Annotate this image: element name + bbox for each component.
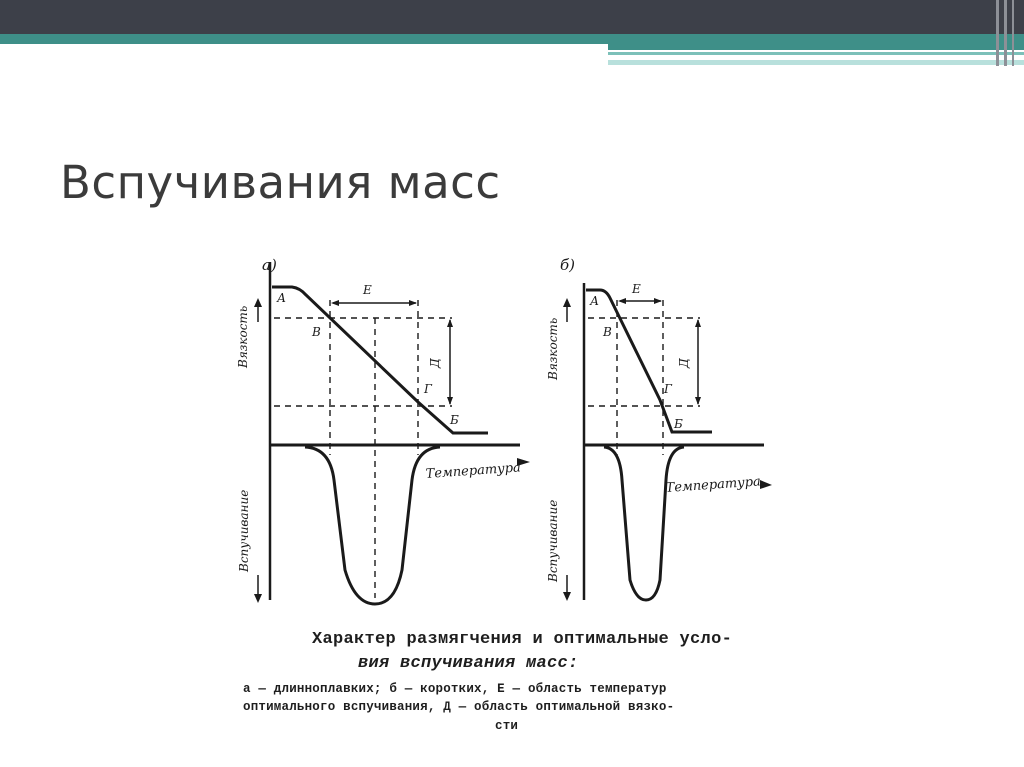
panel-b-label: б) xyxy=(560,256,576,274)
header-pale-stripe xyxy=(608,60,1024,65)
header-vertical-line xyxy=(1012,0,1014,66)
panel-a xyxy=(236,256,530,604)
panel-a-temperature-label: Температура xyxy=(425,460,522,482)
panel-b-range-d-label: Д xyxy=(677,358,691,368)
arrow-right-icon xyxy=(760,480,772,489)
panel-b-point-a: А xyxy=(590,294,600,308)
panel-a-viscosity-label: Вязкость xyxy=(236,305,250,368)
figure-caption-line-2: вия вспучивания масс: xyxy=(358,654,579,673)
panel-a-viscosity-curve xyxy=(272,287,488,433)
slide-title: Вспучивания масс xyxy=(60,156,501,209)
header-light-stripe xyxy=(608,52,1024,55)
panel-b-viscosity-curve xyxy=(586,290,712,432)
panel-a-label: а) xyxy=(262,256,277,274)
slide-header-bar xyxy=(0,0,1024,70)
panel-b-viscosity-label: Вязкость xyxy=(546,317,560,380)
panel-a-point-a: А xyxy=(277,291,287,305)
panel-b-temperature-label: Температура xyxy=(665,474,762,496)
header-vertical-line xyxy=(996,0,999,66)
arrow-left-icon xyxy=(331,300,339,306)
panel-a-expansion-curve xyxy=(305,447,440,604)
arrow-down-icon xyxy=(563,592,571,601)
header-vertical-line xyxy=(1004,0,1007,66)
figure-caption-line-3: а — длинноплавких; б — коротких, Е — область температур xyxy=(243,682,667,696)
panel-a-expansion-label: Вспучивание xyxy=(237,489,251,572)
figure-caption-line-5: сти xyxy=(495,719,519,733)
panel-a-point-b: Б xyxy=(450,413,459,427)
panel-b-range-e-label: Е xyxy=(632,282,641,296)
header-dark-band xyxy=(0,0,1024,34)
panel-a-range-d-label: Д xyxy=(428,358,442,368)
header-teal-step xyxy=(608,44,1024,50)
panel-a-range-e-label: Е xyxy=(363,283,372,297)
arrow-down-icon xyxy=(254,594,262,603)
panel-a-point-v: В xyxy=(312,325,321,339)
arrow-up-icon xyxy=(563,298,571,307)
arrow-right-icon xyxy=(654,298,662,304)
figure-caption-line-1: Характер размягчения и оптимальные усло- xyxy=(312,630,733,649)
arrow-right-icon xyxy=(409,300,417,306)
panel-b-point-b: Б xyxy=(674,417,683,431)
arrow-down-icon xyxy=(447,397,453,405)
arrow-up-icon xyxy=(447,319,453,327)
panel-b-expansion-label: Вспучивание xyxy=(546,499,560,582)
figure-caption-line-4: оптимального вспучивания, Д — область оптимальной вязко- xyxy=(243,700,675,714)
header-teal-band xyxy=(0,34,1024,44)
panel-b-expansion-curve xyxy=(604,447,684,600)
arrow-up-icon xyxy=(254,298,262,307)
arrow-down-icon xyxy=(695,397,701,405)
panel-b xyxy=(546,256,772,601)
arrow-up-icon xyxy=(695,319,701,327)
panel-a-guide-lines xyxy=(274,300,452,598)
panel-a-point-g: Г xyxy=(424,382,432,396)
panel-b-point-v: В xyxy=(603,325,612,339)
panel-b-point-g: Г xyxy=(664,382,672,396)
arrow-left-icon xyxy=(618,298,626,304)
